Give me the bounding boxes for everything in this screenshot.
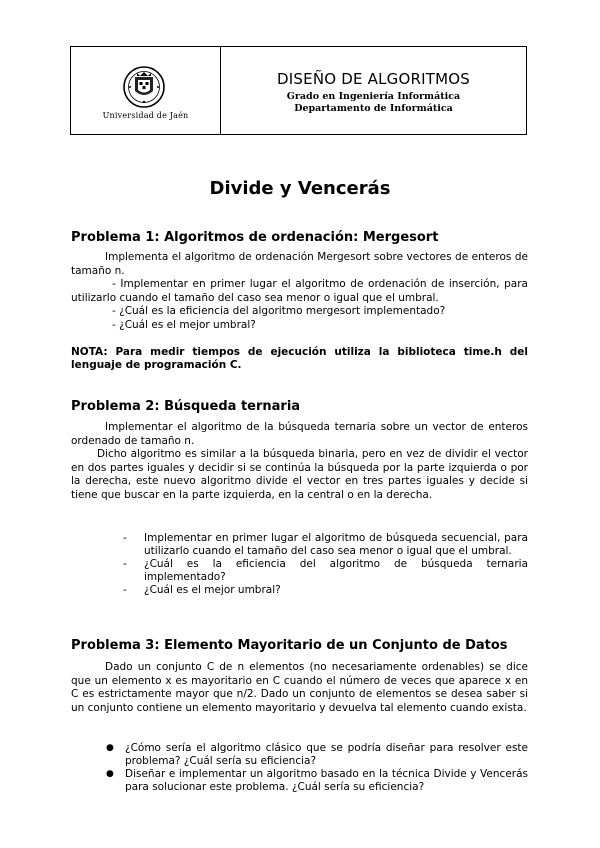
problem-3-heading: Problema 3: Elemento Mayoritario de un Conjunto de Datos xyxy=(71,638,508,653)
problem-1-item: - Implementar en primer lugar el algoritmo de ordenación de inserción, para utilizarlo cuando el tamaño del caso sea menor o igual que el umbral. xyxy=(71,278,528,304)
list-item: - Implementar en primer lugar el algoritmo de búsqueda secuencial, para utilizarlo cuando el tamaño del caso sea menor o igual que el umbral. xyxy=(123,532,528,557)
problem-3-intro: Dado un conjunto C de n elementos (no necesariamente ordenables) se dice que un elemento x es mayoritario en C cuando el número de veces que aparece x en C es estrictamente mayor que n/2. Dado un conjunto de elementos se desea saber si un conjunto contiene un elemento mayoritario y devuelva tal elemento cuando exista. xyxy=(71,661,528,714)
problem-2-list xyxy=(123,532,528,597)
problem-1-note: NOTA: Para medir tiempos de ejecución utiliza la biblioteca time.h del lenguaje de programación C. xyxy=(71,346,528,371)
list-item: ● ¿Cómo sería el algoritmo clásico que se podría diseñar para resolver este problema? ¿Cuál sería su eficiencia? xyxy=(106,742,528,767)
course-title: DISEÑO DE ALGORITMOS xyxy=(277,70,470,88)
problem-2-intro: Implementar el algoritmo de la búsqueda ternaria sobre un vector de enteros ordenado de tamaño n. xyxy=(71,421,528,447)
department-name: Departamento de Informática xyxy=(294,103,453,114)
problem-1-intro: Implementa el algoritmo de ordenación Mergesort sobre vectores de enteros de tamaño n. xyxy=(71,251,528,277)
problem-1-question-1: - ¿Cuál es la eficiencia del algoritmo mergesort implementado? xyxy=(112,305,446,317)
problem-1-heading: Problema 1: Algoritmos de ordenación: Mergesort xyxy=(71,230,439,245)
problem-2-description: Dicho algoritmo es similar a la búsqueda binaria, pero en vez de dividir el vector en dos partes iguales y decidir si se continúa la búsqueda por la parte izquierda o por la derecha, este nuevo algoritmo divide el vector en tres partes iguales y decide si tiene que buscar en la parte izquierda, en la central o en la derecha. xyxy=(71,448,528,501)
degree-name: Grado en Ingeniería Informática xyxy=(286,91,461,102)
list-item: - ¿Cuál es el mejor umbral? xyxy=(123,584,281,596)
problem-1-text xyxy=(71,251,528,332)
problem-2-text xyxy=(71,421,528,502)
list-item: ● Diseñar e implementar un algoritmo basado en la técnica Divide y Vencerás para solucionar este problema. ¿Cuál sería su eficiencia? xyxy=(106,768,528,793)
problem-3-list xyxy=(106,742,528,794)
list-item: - ¿Cuál es la eficiencia del algoritmo de búsqueda ternaria implementado? xyxy=(123,558,528,583)
university-logo xyxy=(71,47,220,134)
university-seal-icon xyxy=(121,65,167,109)
problem-1-question-2: - ¿Cuál es el mejor umbral? xyxy=(112,318,256,331)
university-name: Universidad de Jaén xyxy=(102,111,189,120)
problem-3-text xyxy=(71,661,528,715)
page-title: Divide y Vencerás xyxy=(209,178,391,199)
document-header xyxy=(70,46,527,135)
problem-2-heading: Problema 2: Búsqueda ternaria xyxy=(71,399,301,414)
